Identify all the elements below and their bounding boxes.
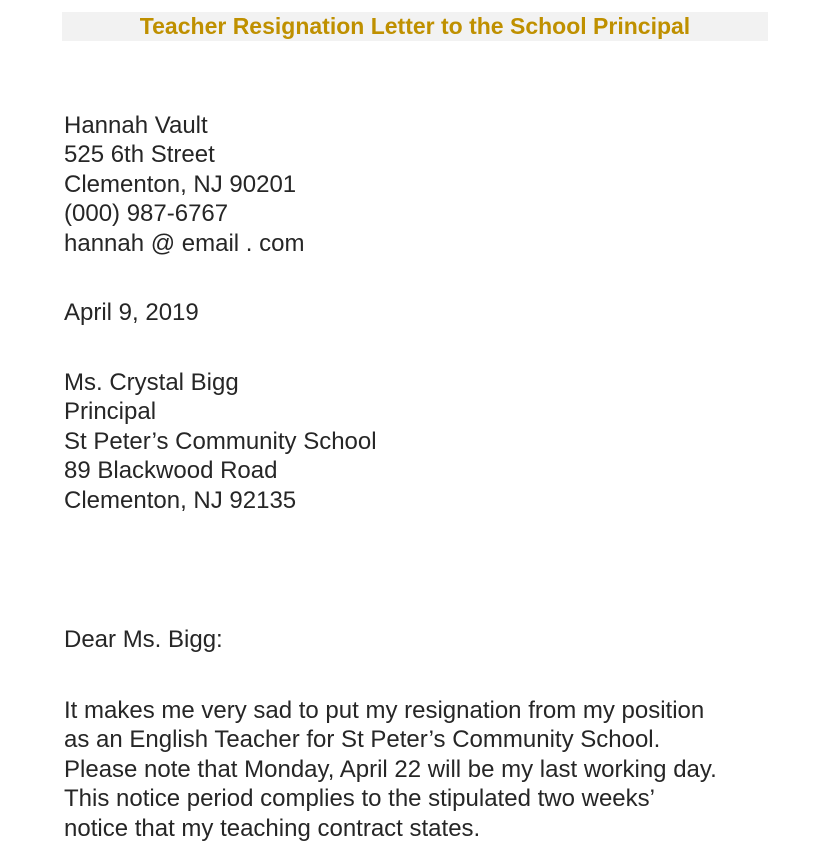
body-line: Please note that Monday, April 22 will be my last working day. [64,755,717,783]
sender-name: Hannah Vault [64,112,208,139]
document-title: Teacher Resignation Letter to the School Principal [139,13,691,39]
recipient-address-block [64,368,377,515]
body-line: notice that my teaching contract states. [64,814,481,842]
sender-address-block [64,111,304,258]
document-title-banner [62,12,768,41]
body-line: It makes me very sad to put my resignation from my position [64,697,705,724]
body-line: This notice period complies to the stipulated two weeks’ [64,785,655,813]
salutation: Dear Ms. Bigg: [64,626,223,653]
recipient-name: Ms. Crystal Bigg [64,369,239,396]
recipient-city-state-zip: Clementon, NJ 92135 [64,486,297,514]
body-line: as an English Teacher for St Peter’s Community School. [64,726,661,754]
sender-phone: (000) 987-6767 [64,200,229,228]
recipient-title: Principal [64,398,157,426]
sender-city-state-zip: Clementon, NJ 90201 [64,170,297,198]
sender-street: 525 6th Street [64,141,215,169]
letter-date: April 9, 2019 [64,299,199,326]
recipient-school: St Peter’s Community School [64,427,377,455]
sender-email: hannah @ email . com [64,229,305,257]
recipient-street: 89 Blackwood Road [64,457,278,485]
body-paragraph [64,696,717,843]
